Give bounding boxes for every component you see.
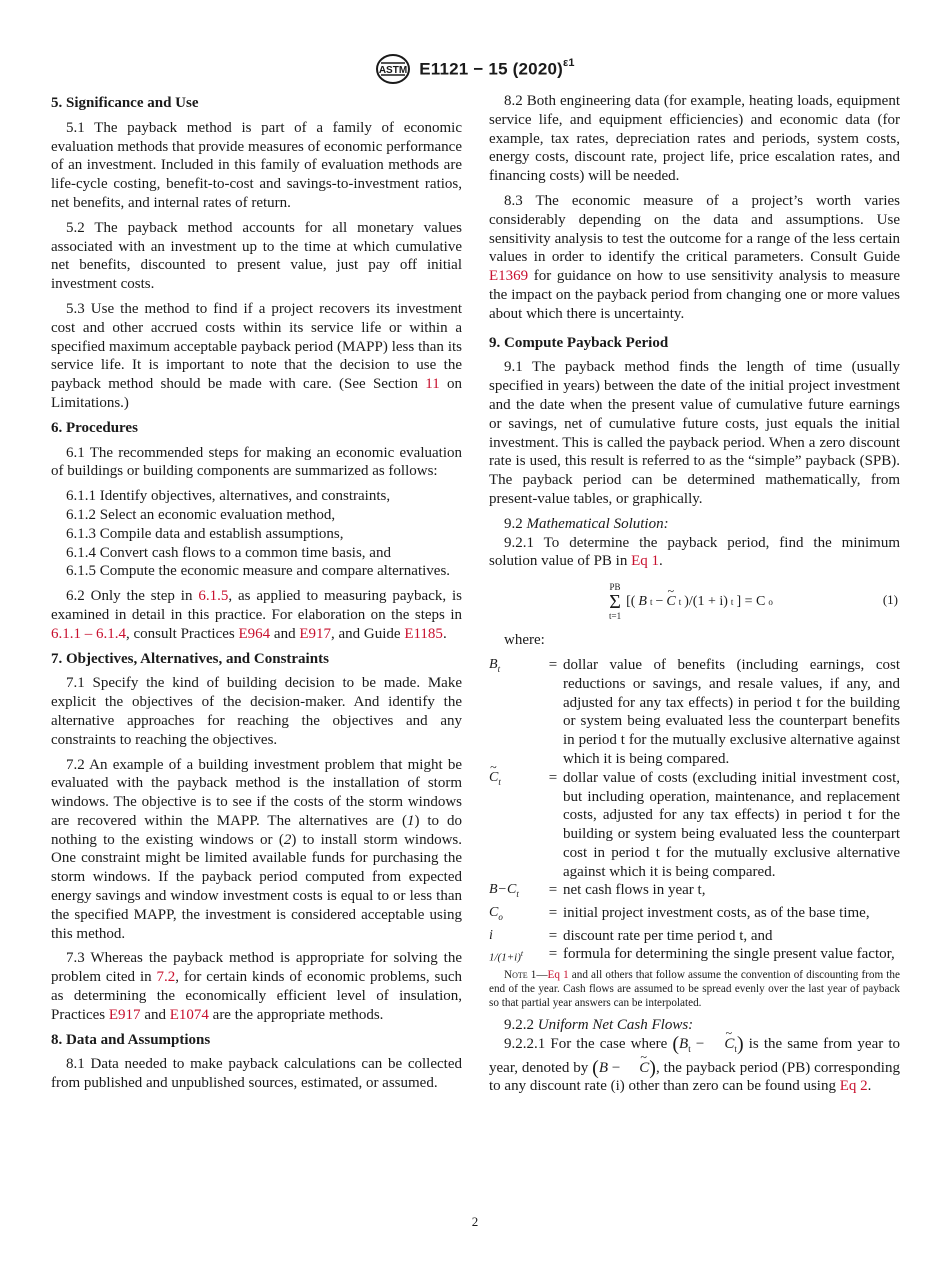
def-symbol: ~ $C_t$ (489, 769, 543, 882)
svg-text:ASTM: ASTM (379, 65, 408, 76)
step-6-1-5: 6.1.5 Compute the economic measure and compare alternatives. (66, 563, 451, 580)
link-eq-1-note[interactable]: Eq 1 (547, 968, 569, 981)
link-e917-b[interactable]: E917 (108, 1006, 141, 1023)
def-text: formula for determining the single present value factor, (563, 946, 895, 963)
para-9-2-2-1: 9.2.2.1 For the case where ($B_t$ − ~ $C_t$) is the same from year to year, denoted by (B − ~ C), the payback period (PB) corresponding to any discount rate (i) other than zero can be found using Eq 2. (489, 1035, 900, 1096)
step-6-1-2: 6.1.2 Select an economic evaluation method, (66, 506, 336, 523)
def-equals: = (548, 927, 558, 944)
para-7-2: 7.2 An example of a building investment problem that might be evaluated with the payback method is the installation of storm windows. The objective is to see if the costs of the storm windows are recovered within the MAPP. The alternatives are (1) to do nothing to the existing windows or (2) to install storm windows. One constraint might be limited available funds for purchasing the storm windows. If the payback period computed from expected energy savings and window investment costs is equal to or less than the specified MAPP, the investment is considered acceptable using this method. (51, 756, 462, 942)
note-1: Note 1—Eq 1 and all others that follow assume the convention of discounting from the end of the year. Cash flows are assumed to be spread evenly over the last year of payback so that partial year answers can be interpolated. (489, 968, 900, 1009)
step-6-1-1: 6.1.1 Identify objectives, alternatives, and constraints, (66, 488, 391, 505)
equation-1 (489, 579, 900, 623)
variable-definitions (489, 656, 900, 968)
section-9-heading: 9. Compute Payback Period (489, 334, 669, 351)
standard-designation: E1121 − 15 $(2020)^{\varepsilon 1}$ (419, 56, 575, 79)
def-equals: = (548, 946, 558, 963)
def-text: dollar value of costs (excluding initial investment cost, but including operation, maintenance, and replacement costs, adjusted for any tax effects) in period t for the building or system being evaluated less the counterpart cost in period t for the mutually exclusive alternative against which it is being compared. (563, 769, 900, 880)
def-equals: = (548, 905, 558, 922)
para-6-2: 6.2 Only the step in 6.1.5, as applied to measuring payback, is examined in detail in this practice. For elaboration on the steps in 6.1.1 – 6.1.4, consult Practices E964 and E917, and Guide E1185. (51, 588, 463, 642)
section-5-heading: 5. Significance and Use (51, 95, 199, 111)
link-e1074[interactable]: E1074 (169, 1006, 209, 1023)
para-5-1: 5.1 The payback method is part of a family of economic evaluation methods that provide measures of economic performance of an investment. Included in this family of evaluation methods are life-cycle costing, benefit-to-cost and savings-to-investment ratios, net benefits, and internal rates of return. (51, 119, 462, 211)
section-6-heading: 6. Procedures (51, 419, 138, 436)
para-7-1: 7.1 Specify the kind of building decision to be made. Make explicit the objectives of the decision-maker. And identify the alternative approaches for reaching the objectives and any constraints to reaching the objectives. (51, 675, 462, 748)
left-column (51, 92, 462, 1099)
equation-number: (1) (882, 592, 898, 608)
def-equals: = (548, 769, 558, 786)
right-column (489, 92, 900, 1102)
link-6-1-1-6-1-4[interactable]: 6.1.1 – 6.1.4 (51, 625, 126, 642)
para-8-2: 8.2 Both engineering data (for example, heating loads, equipment service life, and equipment efficiencies) and economic data (for example, tax rates, depreciation rates and periods, system costs, energy costs, discount rate, project life, price escalation rates, and financing costs) will be needed. (489, 93, 900, 185)
para-9-2-2: 9.2.2 Uniform Net Cash Flows: (504, 1016, 694, 1033)
link-6-1-5[interactable]: 6.1.5 (198, 588, 229, 605)
equation-body: PB Σ t=1 [( B t − ~ C t )/(1 + i) t ] = C o (609, 583, 773, 621)
para-9-2: 9.2 Mathematical Solution: (504, 515, 669, 532)
para-8-1: 8.1 Data needed to make payback calculations can be collected from published and unpublished sources, estimated, or assumed. (51, 1056, 462, 1092)
link-e1369[interactable]: E1369 (489, 268, 529, 285)
def-text: dollar value of benefits (including earnings, cost reductions or savings, and resale values, if any, and adjusted for any tax effects) in period t for the building or system being evaluated less the counterpart benefits in period t for the mutually exclusive alternative against which it is being compared. (563, 656, 900, 767)
para-5-3: 5.3 Use the method to find if a project recovers its investment cost and other accrued costs within its service life or within a specified maximum acceptable payback period (MAPP) less than its service life. It is important to note that the decision to use the payback method should be made with care. (See Section 11 on Limitations.) (51, 300, 462, 411)
summation: PB Σ t=1 (609, 582, 622, 622)
def-equals: = (548, 882, 558, 899)
para-7-3: 7.3 Whereas the payback method is appropriate for solving the problem cited in 7.2, for certain kinds of economic problems, such as determining the economically efficient level of insulation, Practices E917 and E1074 are the appropriate methods. (51, 950, 462, 1023)
para-6-1: 6.1 The recommended steps for making an economic evaluation of buildings or building components are summarized as follows: (51, 444, 462, 480)
para-5-2: 5.2 The payback method accounts for all monetary values associated with an investment up to the time at which cumulative net benefits, discounted to present value, just pay off initial investment costs. (51, 219, 462, 293)
para-9-2-1: 9.2.1 To determine the payback period, find the minimum solution value of PB in Eq 1. (489, 534, 900, 570)
def-symbol: $1/(1+i)^t$ (489, 949, 524, 965)
step-6-1-4: 6.1.4 Convert cash flows to a common time basis, and (66, 544, 391, 561)
section-8-heading: 8. Data and Assumptions (51, 1031, 211, 1048)
def-equals: = (548, 656, 558, 673)
page-header (0, 52, 950, 86)
page-number: 2 (471, 1214, 479, 1229)
def-symbol: $B_t$ (489, 656, 501, 674)
where-label: where: (504, 632, 545, 649)
link-e964[interactable]: E964 (238, 625, 271, 642)
link-eq-2[interactable]: Eq 2 (839, 1078, 868, 1095)
link-e1185[interactable]: E1185 (404, 625, 443, 642)
def-text: discount rate per time period t, and (563, 927, 773, 944)
para-8-3: 8.3 The economic measure of a project’s worth varies considerably depending on the data and assumptions. Use sensitivity analysis to test the outcome for a range of the less certain values in order to identify the critical parameters. Consult Guide E1369 for guidance on how to use sensitivity analysis to measure the impact on the payback period from changing one or more values about which there is uncertainty. (489, 192, 900, 322)
section-7-heading: 7. Objectives, Alternatives, and Constraints (51, 650, 329, 667)
step-6-1-3: 6.1.3 Compile data and establish assumptions, (66, 525, 344, 542)
link-e917[interactable]: E917 (299, 625, 331, 642)
def-symbol: $C_o$ (489, 905, 503, 922)
link-eq-1[interactable]: Eq 1 (631, 553, 660, 570)
def-symbol: $B-C_t$ (489, 882, 519, 900)
link-section-11[interactable]: 11 (425, 376, 440, 393)
def-text: initial project investment costs, as of the base time, (563, 905, 870, 922)
astm-logo-icon (375, 53, 411, 85)
def-text: net cash flows in year t, (563, 882, 706, 899)
para-9-1: 9.1 The payback method finds the length of time (usually specified in years) between the date of the initial project investment and the date when the present value of cumulative future earnings or savings, net of cumulative future costs, just equals the initial investment. This is called the payback period. When a zero discount rate is used, this result is referred to as the “simple” payback (SPB). The payback period can be determined mathematically, from present-value tables, or graphically. (489, 359, 900, 507)
def-symbol: i (489, 927, 493, 943)
link-7-2[interactable]: 7.2 (156, 969, 176, 986)
